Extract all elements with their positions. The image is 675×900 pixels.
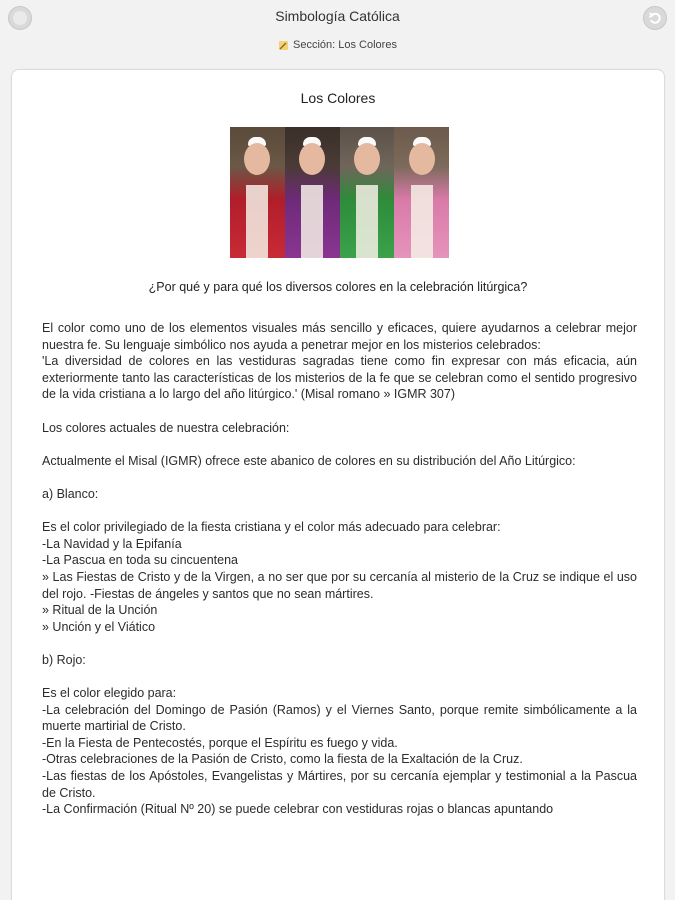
paragraph-gap <box>42 469 637 486</box>
article-paragraph: -La Pascua en toda su cincuentena <box>42 553 238 568</box>
article-paragraph: b) Rojo: <box>42 652 86 667</box>
article-body <box>42 320 637 818</box>
article-paragraph: » Ritual de la Unción <box>42 603 158 618</box>
paragraph-gap <box>42 668 637 685</box>
top-bar <box>0 0 675 66</box>
paragraph-gap <box>42 503 637 520</box>
article-paragraph: Actualmente el Misal (IGMR) ofrece este abanico de colores en su distribución del Año Litúrgico: <box>42 453 576 468</box>
article-paragraph: -En la Fiesta de Pentecostés, porque el Espíritu es fuego y vida. <box>42 735 398 750</box>
hero-image <box>230 127 449 258</box>
article-paragraph: -La celebración del Domingo de Pasión (Ramos) y el Viernes Santo, porque remite simbólicamente a la muerte martirial de Cristo. <box>42 702 637 734</box>
image-panel-purple <box>285 127 340 258</box>
image-panel-red <box>230 127 285 258</box>
article-paragraph: Los colores actuales de nuestra celebración: <box>42 420 290 435</box>
article-paragraph: -Otras celebraciones de la Pasión de Cristo, como la fiesta de la Exaltación de la Cruz. <box>42 752 523 767</box>
back-arrow-icon <box>648 11 662 25</box>
section-label <box>0 39 675 51</box>
content-card <box>11 69 665 900</box>
paragraph-gap <box>42 635 637 652</box>
paragraph-gap <box>42 436 637 453</box>
image-panel-green <box>340 127 395 258</box>
paragraph-gap <box>42 403 637 420</box>
article-paragraph: Es el color privilegiado de la fiesta cristiana y el color más adecuado para celebrar: <box>42 520 501 535</box>
article-paragraph: -La Confirmación (Ritual Nº 20) se puede celebrar con vestiduras rojas o blancas apuntando <box>42 802 554 817</box>
article-question: ¿Por qué y para qué los diversos colores en la celebración litúrgica? <box>148 280 528 294</box>
article-paragraph: -Las fiestas de los Apóstoles, Evangelistas y Mártires, por su cercanía ejemplar y testimonial a la Pascua de Cristo. <box>42 769 637 800</box>
article-paragraph: » Las Fiestas de Cristo y de la Virgen, a no ser que por su cercanía al misterio de la Cruz se indique el uso del rojo. -Fiestas de ángeles y santos que no sean mártires. <box>42 569 637 601</box>
app-title: Simbología Católica <box>275 8 400 24</box>
article-paragraph: » Unción y el Viático <box>42 619 156 634</box>
article-paragraph: a) Blanco: <box>42 486 99 501</box>
article-title: Los Colores <box>300 90 376 106</box>
article-paragraph: Es el color elegido para: <box>42 686 177 701</box>
article-paragraph: 'La diversidad de colores en las vestiduras sagradas tiene como fin expresar con más eficacia, aún exteriormente tanto las características de los misterios de la fe que se celebran como el sentido progresivo de la vida cristiana a lo largo del año litúrgico.' (Misal romano » IGMR 307) <box>42 354 637 402</box>
image-panel-pink <box>394 127 449 258</box>
article-paragraph: -La Navidad y la Epifanía <box>42 536 182 551</box>
back-button[interactable] <box>643 6 667 30</box>
pencil-icon <box>278 40 289 51</box>
article-paragraph: El color como uno de los elementos visuales más sencillo y eficaces, quiere ayudarnos a celebrar mejor nuestra fe. Su lenguaje simbólico nos ayuda a penetrar mejor en los misterios celebrados: <box>42 321 637 352</box>
section-text: Sección: Los Colores <box>293 39 397 51</box>
